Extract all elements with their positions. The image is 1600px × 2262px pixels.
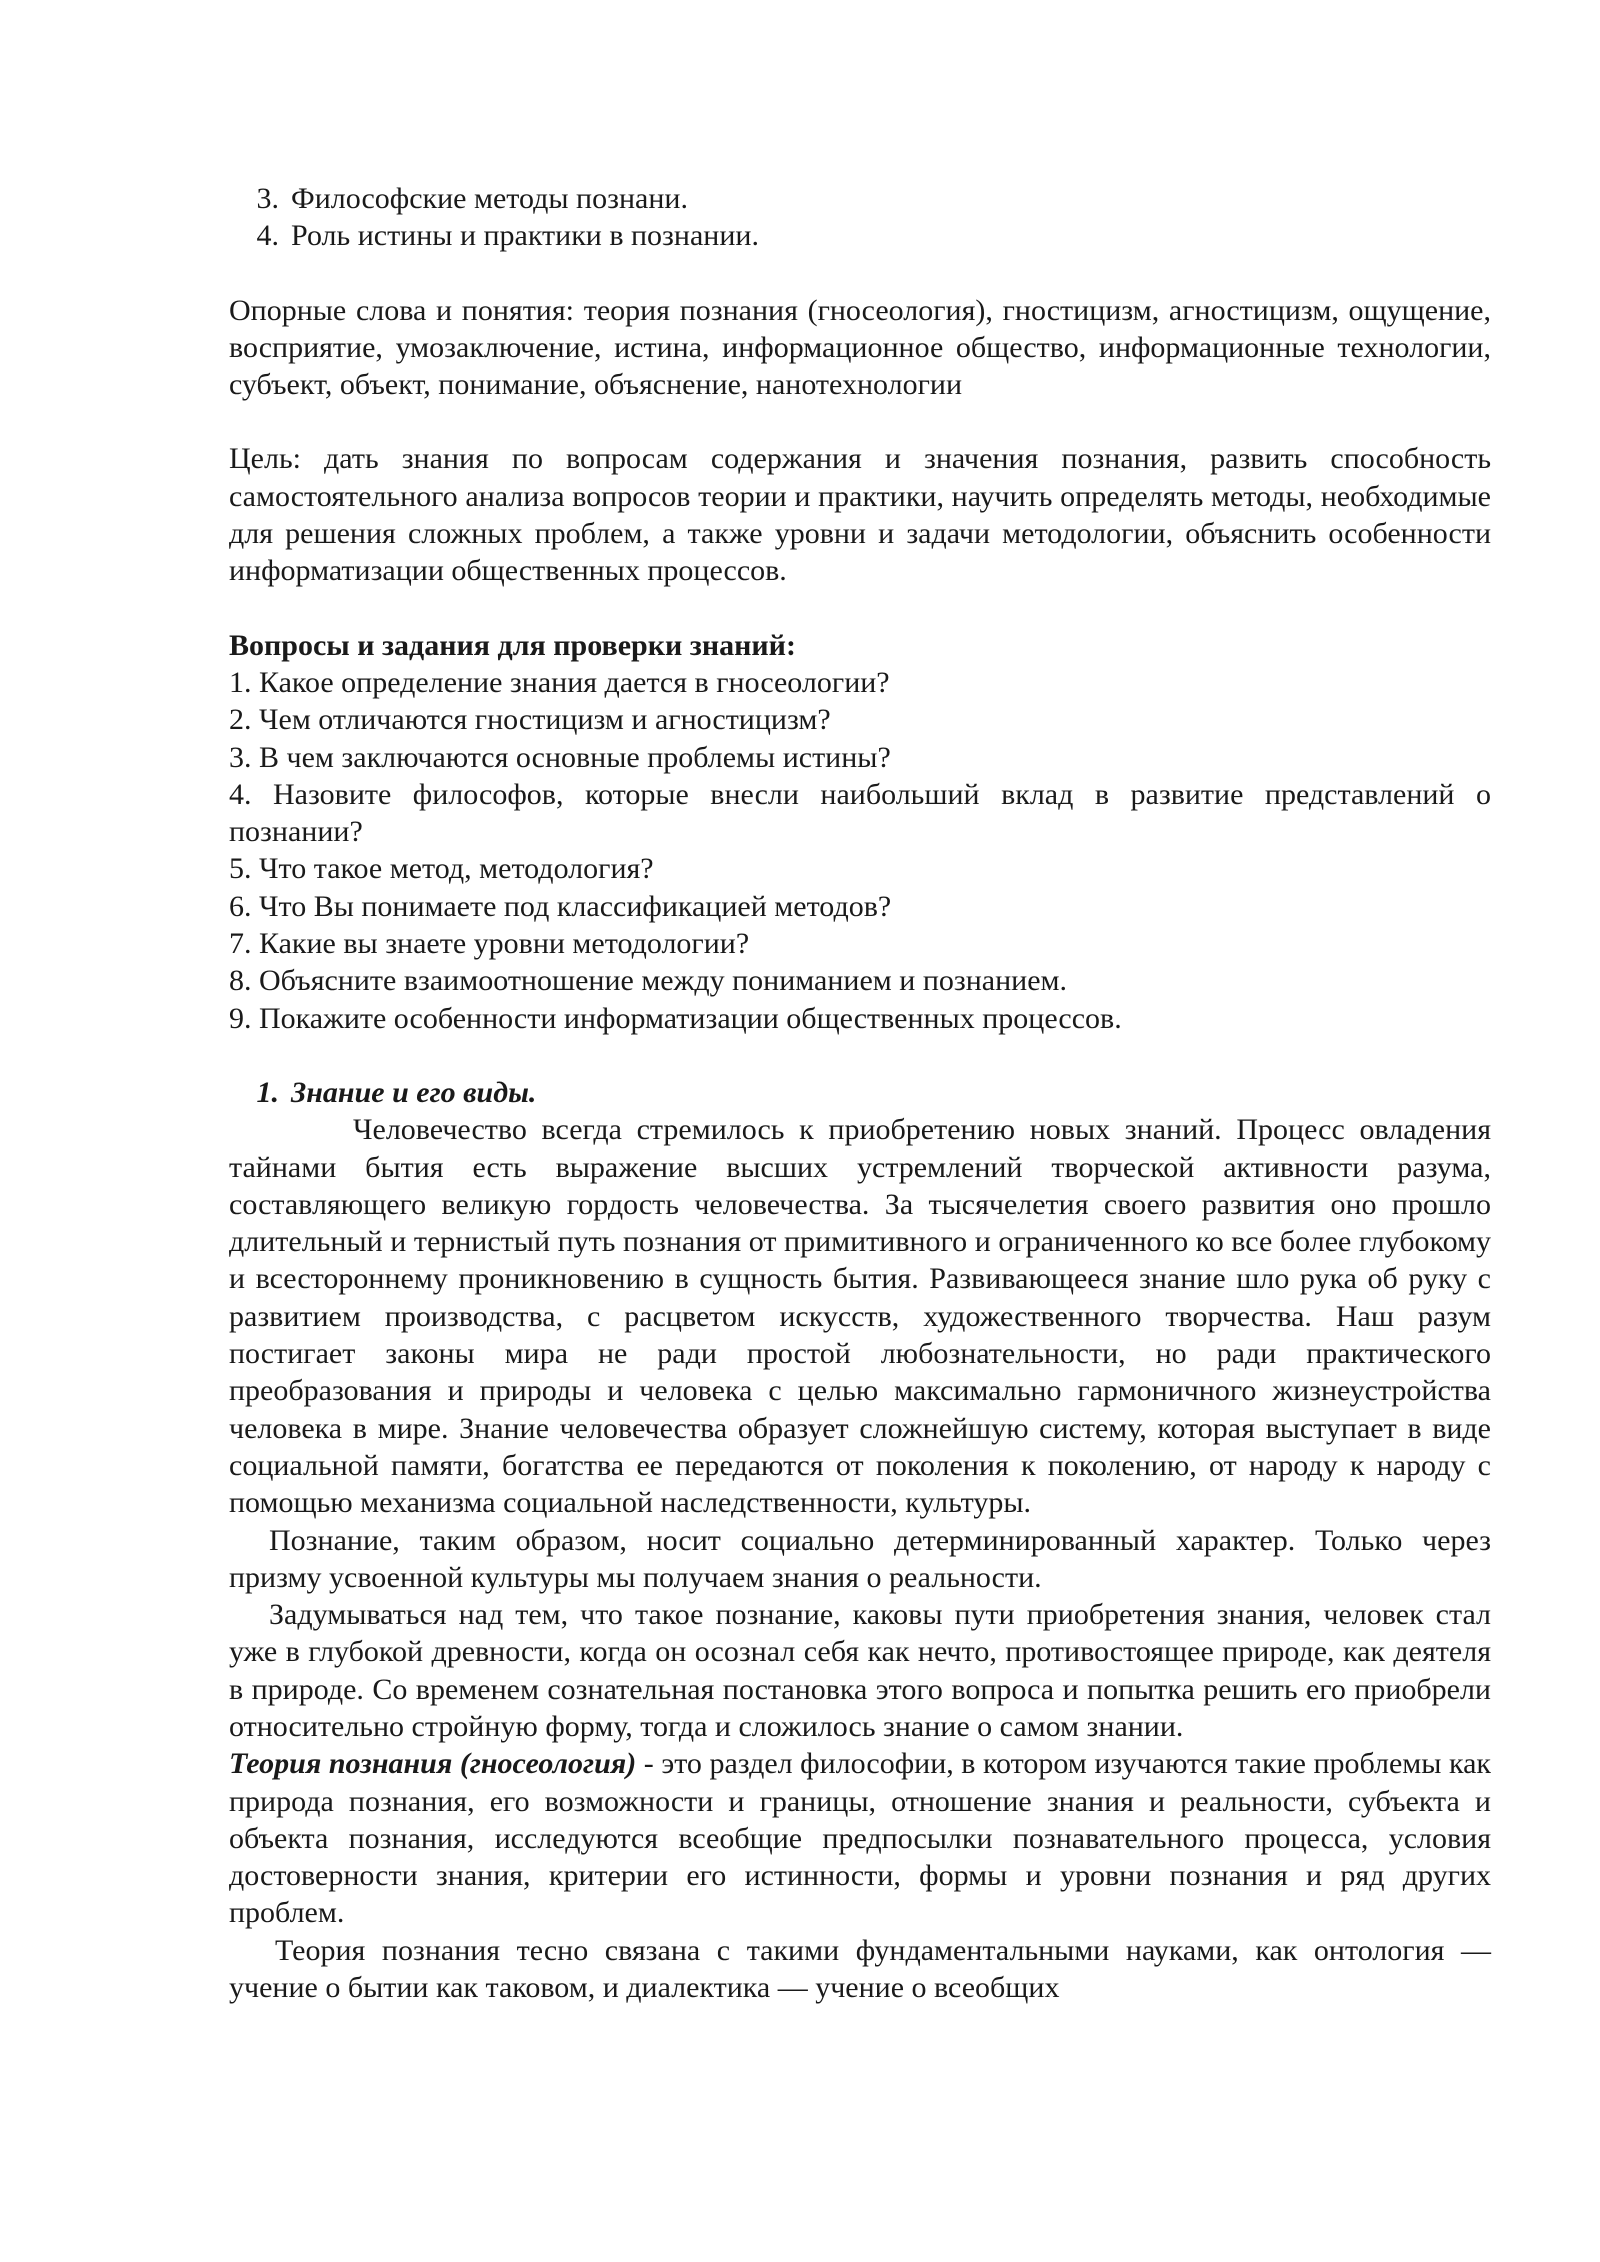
list-item-number: 3.	[256, 182, 279, 215]
question-item: 5. Что такое метод, методология?	[229, 852, 654, 886]
term-highlight: Теория познания (гносеология)	[229, 1747, 637, 1781]
question-item: 4. Назовите философов, которые внесли наибольший вклад в развитие представлений о познании?	[229, 777, 1491, 849]
question-item: 3. В чем заключаются основные проблемы истины?	[229, 740, 891, 774]
goal-paragraph: Цель: дать знания по вопросам содержания и значения познания, развить способность самостоятельного анализа вопросов теории и практики, научить определять методы, необходимые для решения сложных проблем, а также уровни и задачи методологии, объяснить особенности информатизации общественных процессов.	[229, 442, 1491, 588]
body-paragraph: Человечество всегда стремилось к приобретению новых знаний. Процесс овладения тайнами бытия есть выражение высших устремлений творческой активности разума, составляющего великую гордость человечества. За тысячелетия своего развития оно прошло длительный и тернистый путь познания от примитивного и ограниченного ко все более глубокому и всестороннему проникновению в сущность бытия. Развивающееся знание шло рука об руку с развитием производства, с расцветом искусств, художественного творчества. Наш разум постигает законы мира не ради простой любознательности, но ради практического преобразования и природы и человека с целью максимально гармоничного жизнеустройства человека в мире. Знание человечества образует сложнейшую систему, которая выступает в виде социальной памяти, богатства ее передаются от поколения к поколению, от народу к народу с помощью механизма социальной наследственности, культуры.	[229, 1113, 1491, 1520]
list-item-text: Философские методы познани.	[291, 182, 688, 215]
questions-heading: Вопросы и задания для проверки знаний:	[229, 628, 796, 662]
list-item	[229, 217, 1491, 254]
question-item: 8. Объясните взаимоотношение между пониманием и познанием.	[229, 964, 1068, 998]
questions-list	[229, 664, 1491, 1037]
plan-list	[229, 180, 1491, 255]
key-terms-paragraph: Опорные слова и понятия: теория познания (гносеология), гностицизм, агностицизм, ощущение, восприятие, умозаключение, истина, информационное общество, информационные технологии, субъект, объект, понимание, объяснение, нанотехнологии	[229, 293, 1491, 402]
question-item: 7. Какие вы знаете уровни методологии?	[229, 927, 750, 961]
document-page	[229, 180, 1491, 2006]
section-number: 1.	[256, 1075, 279, 1109]
section-title: Знание и его виды.	[291, 1075, 537, 1109]
question-item: 1. Какое определение знания дается в гносеологии?	[229, 665, 890, 699]
question-item: 9. Покажите особенности информатизации общественных процессов.	[229, 1001, 1122, 1035]
body-paragraph: Теория познания тесно связана с такими фундаментальными науками, как онтология — учение о бытии как таковом, и диалектика — учение о всеобщих	[229, 1933, 1491, 2005]
body-paragraph: Познание, таким образом, носит социально детерминированный характер. Только через призму усвоенной культуры мы получаем знания о реальности.	[229, 1523, 1491, 1594]
body-paragraph	[229, 1745, 1491, 1931]
list-item-text: Роль истины и практики в познании.	[291, 219, 759, 253]
term-definition: - это раздел философии, в котором изучаются такие проблемы как природа познания, его возможности и границы, отношение знания и реальности, субъекта и объекта познания, исследуются всеобщие предпосылки познавательного процесса, условия достоверности знания, критерии его истинности, формы и уровни познания и ряд других проблем.	[229, 1747, 1492, 1930]
list-item	[229, 180, 1491, 217]
body-paragraph: Задумываться над тем, что такое познание, каковы пути приобретения знания, человек стал уже в глубокой древности, когда он осознал себя как нечто, противостоящее природе, как деятеля в природе. Со временем сознательная постановка этого вопроса и попытка решить его приобрели относительно стройную форму, тогда и сложилось знание о самом знании.	[229, 1598, 1491, 1743]
question-item: 2. Чем отличаются гностицизм и агностицизм?	[229, 703, 831, 737]
section-heading	[229, 1074, 1491, 1111]
list-item-number: 4.	[256, 219, 279, 253]
question-item: 6. Что Вы понимаете под классификацией методов?	[229, 889, 892, 923]
